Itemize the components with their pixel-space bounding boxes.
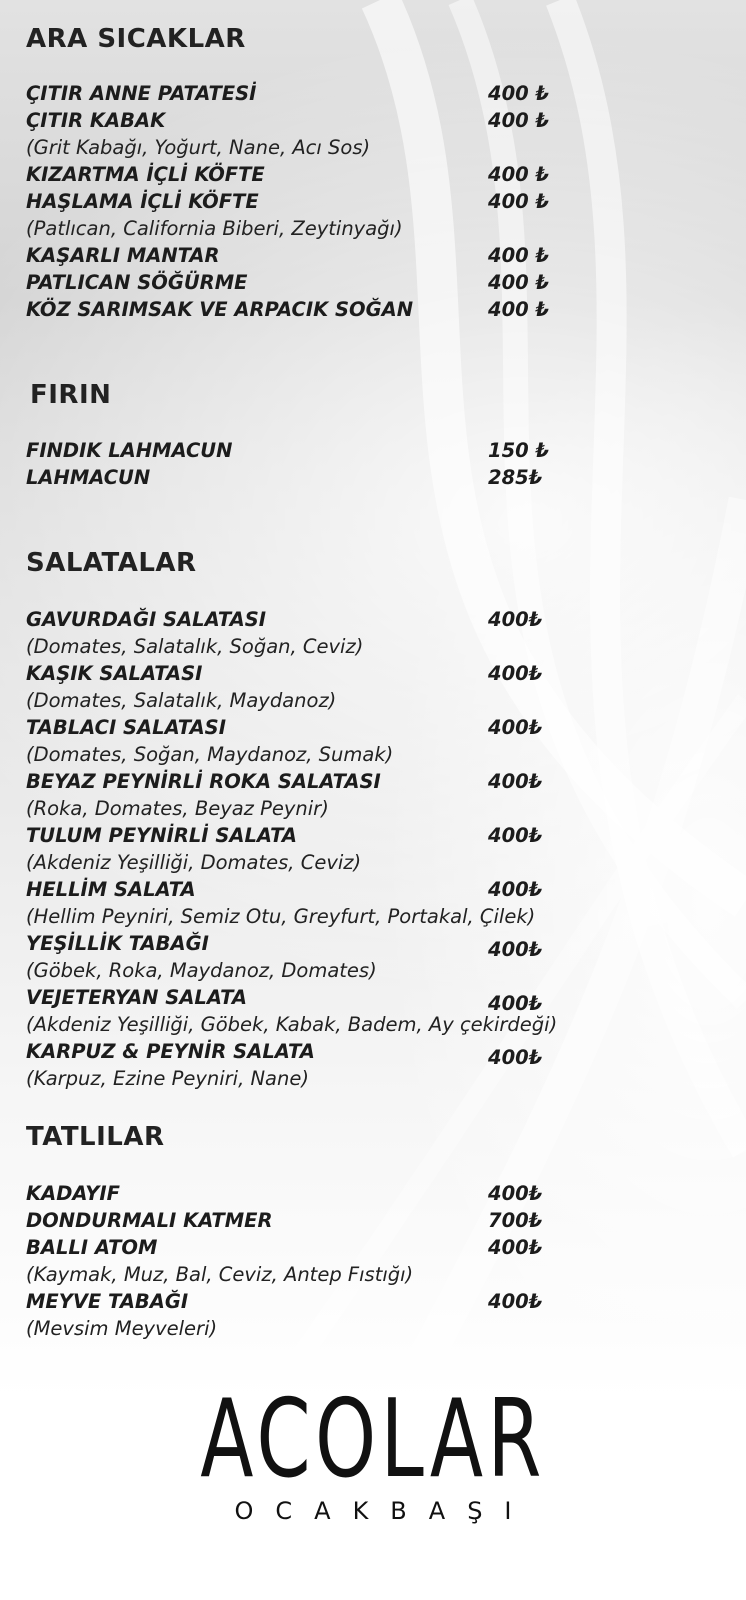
item-description: (Akdeniz Yeşilliği, Domates, Ceviz) [26,851,362,874]
item-price: 400 ₺ [488,244,550,267]
item-description: (Mevsim Meyveleri) [26,1317,218,1340]
item-name: KAŞARLI MANTAR [26,244,220,267]
menu-item [26,1288,726,1315]
item-name: TABLACI SALATASI [26,716,226,739]
menu-item [26,822,726,849]
section-heading-salatalar: SALATALAR [26,548,197,578]
logo-subtitle: OCAKBAŞI [234,1497,534,1525]
menu-item [26,606,726,633]
item-price: 400 ₺ [488,298,550,321]
item-name: KARPUZ & PEYNİR SALATA [26,1040,315,1063]
item-name: FINDIK LAHMACUN [26,439,233,462]
item-name: HAŞLAMA İÇLİ KÖFTE [26,190,259,213]
menu-item [26,464,726,491]
item-price: 400₺ [488,938,543,961]
item-name: KAŞIK SALATASI [26,662,203,685]
item-price: 700₺ [488,1209,543,1232]
menu-item [26,188,726,215]
item-description: (Patlıcan, California Biberi, Zeytinyağı) [26,217,403,240]
item-name: VEJETERYAN SALATA [26,986,247,1009]
item-description: (Domates, Salatalık, Soğan, Ceviz) [26,635,364,658]
item-name: GAVURDAĞI SALATASI [26,608,267,631]
menu-item [26,1038,726,1069]
item-price: 150 ₺ [488,439,550,462]
item-price: 400₺ [488,608,543,631]
item-description: (Göbek, Roka, Maydanoz, Domates) [26,959,377,982]
item-description: (Kaymak, Muz, Bal, Ceviz, Antep Fıstığı) [26,1263,414,1286]
item-name: ÇITIR KABAK [26,109,166,132]
item-price: 400 ₺ [488,271,550,294]
item-name: KIZARTMA İÇLİ KÖFTE [26,163,265,186]
menu-item [26,714,726,741]
item-price: 400₺ [488,1236,543,1259]
item-price: 400₺ [488,716,543,739]
menu-item [26,768,726,795]
menu-item [26,242,726,269]
item-price: 400 ₺ [488,190,550,213]
item-price: 400 ₺ [488,163,550,186]
item-name: HELLİM SALATA [26,878,196,901]
menu-item [26,930,726,961]
item-price: 400₺ [488,770,543,793]
item-name: KÖZ SARIMSAK VE ARPACIK SOĞAN [26,298,414,321]
item-name: ÇITIR ANNE PATATESİ [26,82,257,105]
section-heading-ara-sicaklar: ARA SICAKLAR [26,24,246,54]
item-name: MEYVE TABAĞI [26,1290,189,1313]
menu-item [26,1207,726,1234]
menu-item [26,296,726,323]
item-name: BALLI ATOM [26,1236,158,1259]
item-price: 400₺ [488,1290,543,1313]
menu-item [26,107,726,134]
logo-brand-name: ACOLAR [200,1377,546,1502]
item-description: (Karpuz, Ezine Peyniri, Nane) [26,1067,309,1090]
item-price: 400₺ [488,824,543,847]
item-description: (Roka, Domates, Beyaz Peynir) [26,797,329,820]
item-price: 400 ₺ [488,82,550,105]
item-description: (Domates, Soğan, Maydanoz, Sumak) [26,743,394,766]
menu-item [26,876,726,903]
menu-item [26,660,726,687]
item-name: KADAYIF [26,1182,120,1205]
restaurant-logo [0,1377,746,1525]
menu-item [26,1180,726,1207]
menu-item [26,80,726,107]
item-name: BEYAZ PEYNİRLİ ROKA SALATASI [26,770,381,793]
item-description: (Grit Kabağı, Yoğurt, Nane, Acı Sos) [26,136,371,159]
item-price: 400₺ [488,992,543,1015]
item-price: 400₺ [488,662,543,685]
item-name: YEŞİLLİK TABAĞI [26,932,209,955]
item-name: DONDURMALI KATMER [26,1209,273,1232]
item-name: LAHMACUN [26,466,151,489]
menu-item [26,269,726,296]
menu-item [26,984,726,1015]
menu-item [26,437,726,464]
item-description: (Domates, Salatalık, Maydanoz) [26,689,337,712]
section-heading-firin: FIRIN [30,380,112,410]
item-name: PATLICAN SÖĞÜRME [26,271,248,294]
item-price: 400₺ [488,878,543,901]
item-name: TULUM PEYNİRLİ SALATA [26,824,297,847]
item-price: 285₺ [488,466,543,489]
item-price: 400₺ [488,1046,543,1069]
item-description: (Hellim Peyniri, Semiz Otu, Greyfurt, Portakal, Çilek) [26,905,536,928]
item-price: 400₺ [488,1182,543,1205]
menu-item [26,1234,726,1261]
menu-item [26,161,726,188]
section-heading-tatlilar: TATLILAR [26,1122,165,1152]
item-price: 400 ₺ [488,109,550,132]
item-description: (Akdeniz Yeşilliği, Göbek, Kabak, Badem, Ay çekirdeği) [26,1013,558,1036]
